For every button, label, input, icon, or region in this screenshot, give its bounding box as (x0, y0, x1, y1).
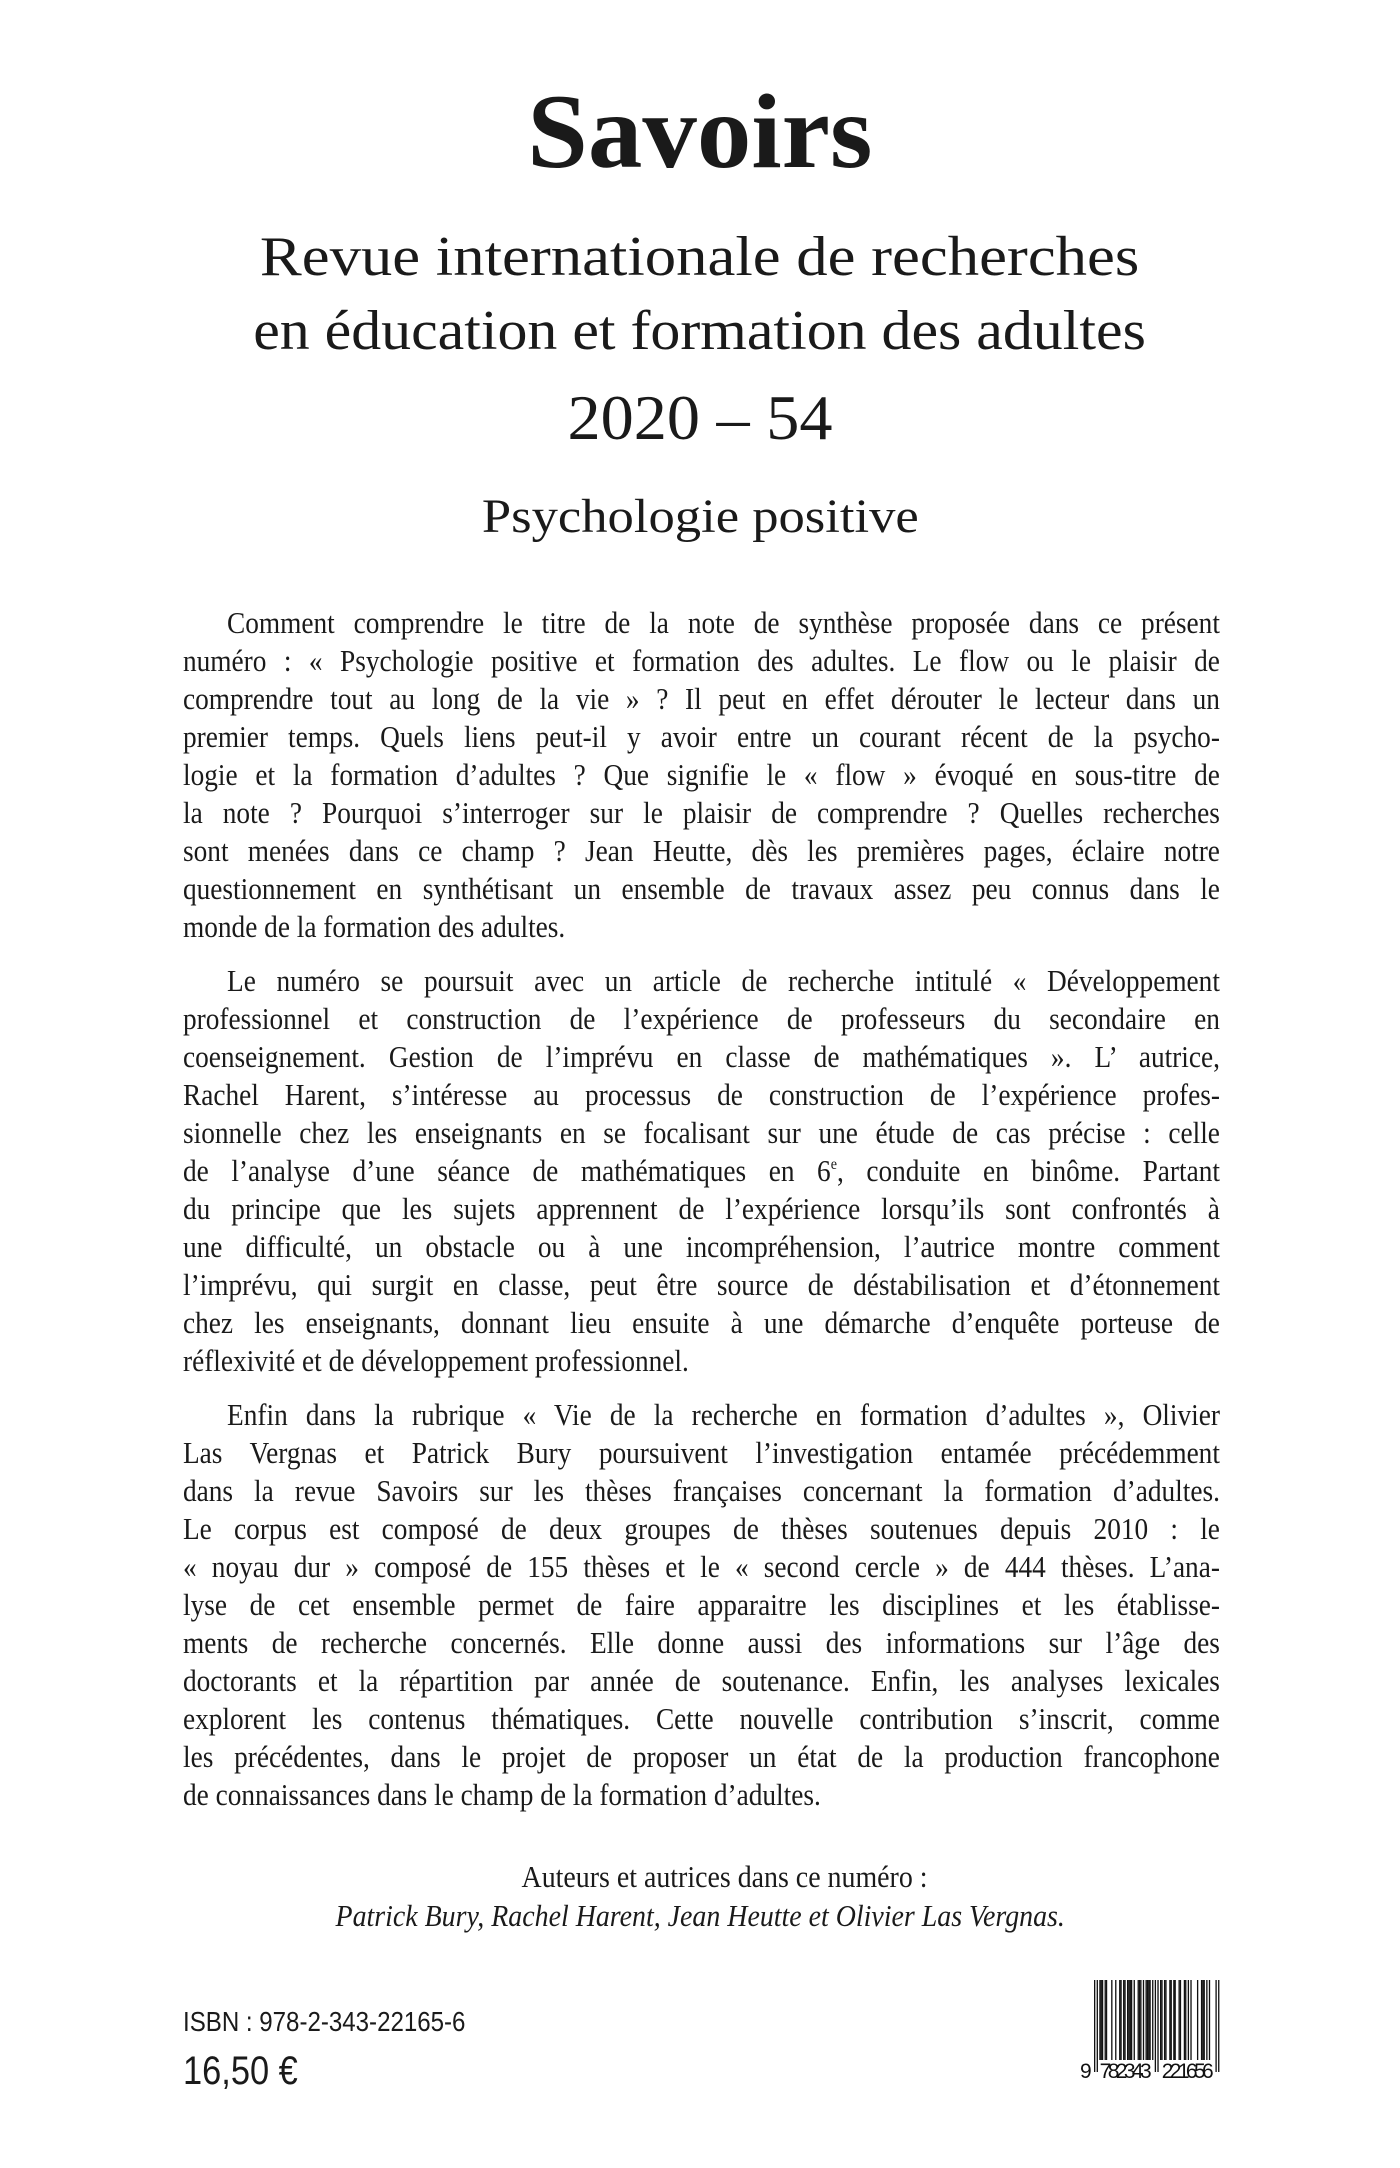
barcode-bar (1131, 1980, 1132, 2060)
barcode-bar (1185, 1980, 1186, 2060)
barcode-bar (1169, 1980, 1170, 2060)
barcode-digits: 782343 (1099, 2060, 1152, 2083)
text-line: du principe que les sujets apprennent de l’expérience lorsqu’ils sont confrontés à (183, 1191, 1220, 1226)
paragraph (183, 604, 1220, 946)
barcode-bar (1101, 1980, 1102, 2060)
barcode-bar (1124, 1980, 1125, 2060)
barcode-bar (1140, 1980, 1141, 2060)
barcode-bar (1105, 1980, 1106, 2060)
text-line (183, 1152, 1220, 1190)
text-line: les précédentes, dans le projet de proposer un état de la production francophone (183, 1739, 1220, 1774)
barcode-digits: 221656 (1161, 2060, 1214, 2083)
text-line: Comment comprendre le titre de la note de synthèse proposée dans ce présent (227, 605, 1220, 640)
text-line: Le numéro se poursuit avec un article de recherche intitulé « Développement (227, 963, 1220, 998)
barcode-bar (1145, 1980, 1146, 2060)
barcode-bar (1115, 1980, 1116, 2060)
barcode-bar (1120, 1980, 1121, 2060)
barcode-bar (1102, 1980, 1103, 2060)
barcode-bar (1139, 1980, 1140, 2060)
journal-title (0, 62, 1400, 202)
text-line: professionnel et construction de l’expérience de professeurs du secondaire en (183, 1001, 1220, 1036)
text-line: ments de recherche concernés. Elle donne aussi des informations sur l’âge des (183, 1625, 1220, 1660)
barcode-bar (1165, 1980, 1166, 2060)
text-line: Enfin dans la rubrique « Vie de la recherche en formation d’adultes », Olivier (227, 1397, 1220, 1432)
subtitle-line-2 (0, 296, 1400, 366)
text-line: questionnement en synthétisant un ensemble de travaux assez peu connus dans le (183, 871, 1220, 906)
authors-names-text: Patrick Bury, Rachel Harent, Jean Heutte et Olivier Las Vergnas. (335, 1898, 1065, 1933)
barcode-bar (1202, 1980, 1203, 2060)
barcode-bar (1190, 1980, 1191, 2060)
barcode-bar (1143, 1980, 1144, 2060)
barcode-bar (1160, 1980, 1161, 2060)
text-line: Rachel Harent, s’intéresse au processus de construction de l’expérience profes- (183, 1077, 1220, 1112)
text-line: doctorants et la répartition par année de soutenance. Enfin, les analyses lexicales (183, 1663, 1220, 1698)
barcode-bar (1173, 1980, 1174, 2060)
barcode-bar (1155, 1980, 1156, 2072)
back-cover-text (183, 604, 1220, 1830)
text-segment: , conduite en binôme. Partant (836, 1153, 1220, 1188)
text-line: la note ? Pourquoi s’interroger sur le plaisir de comprendre ? Quelles recherches (183, 795, 1220, 830)
text-line: Las Vergnas et Patrick Bury poursuivent l’investigation entamée précédemment (183, 1435, 1220, 1470)
isbn: ISBN : 978-2-343-22165-6 (183, 2006, 466, 2037)
barcode-bar (1106, 1980, 1107, 2060)
barcode-bar (1147, 1980, 1148, 2060)
barcode-bar (1097, 1980, 1098, 2072)
barcode-bar (1134, 1980, 1135, 2060)
barcode-bar (1138, 1980, 1139, 2060)
barcode-bar (1099, 1980, 1100, 2060)
subtitle-line-2-text: en éducation et formation des adultes (253, 300, 1147, 362)
barcode-bar (1197, 1980, 1198, 2060)
barcode-digits: 9 (1080, 2060, 1092, 2083)
barcode-bar (1184, 1980, 1185, 2060)
barcode-bar (1111, 1980, 1112, 2060)
text-line: premier temps. Quels liens peut-il y avoir entre un courant récent de la psycho- (183, 719, 1220, 754)
authors-heading (0, 1858, 1400, 1896)
barcode-bar (1201, 1980, 1202, 2060)
subtitle-line-1 (0, 222, 1400, 292)
barcode-bar (1128, 1980, 1129, 2060)
text-line: lyse de cet ensemble permet de faire apparaitre les disciplines et les établisse- (183, 1587, 1220, 1622)
paragraph (183, 962, 1220, 1380)
barcode-bar (1188, 1980, 1189, 2060)
text-line: coenseignement. Gestion de l’imprévu en classe de mathématiques ». L’ autrice, (183, 1039, 1220, 1074)
barcode-bar (1152, 1980, 1153, 2060)
barcode-bar (1206, 1980, 1207, 2060)
barcode-bar (1127, 1980, 1128, 2060)
issue-theme-text: Psychologie positive (481, 490, 919, 543)
text-line: logie et la formation d’adultes ? Que signifie le « flow » évoqué en sous-titre de (183, 757, 1220, 792)
text-line: comprendre tout au long de la vie » ? Il peut en effet dérouter le lecteur dans un (183, 681, 1220, 716)
barcode-bar (1130, 1980, 1131, 2060)
barcode (1070, 1975, 1230, 2085)
barcode-bar (1209, 1980, 1210, 2060)
text-line: sionnelle chez les enseignants en se focalisant sur une étude de cas précise : celle (183, 1115, 1220, 1150)
text-segment: de l’analyse d’une séance de mathématiques en 6 (183, 1153, 831, 1188)
journal-title-text: Savoirs (527, 73, 873, 190)
barcode-bar (1215, 1980, 1216, 2072)
barcode-bar (1094, 1980, 1095, 2072)
text-line: explorent les contenus thématiques. Cette nouvelle contribution s’inscrit, comme (183, 1701, 1220, 1736)
barcode-bar (1157, 1980, 1158, 2072)
text-line: l’imprévu, qui surgit en classe, peut être source de déstabilisation et d’étonnement (183, 1267, 1220, 1302)
barcode-bar (1180, 1980, 1181, 2060)
barcode-bar (1149, 1980, 1150, 2060)
barcode-bar (1204, 1980, 1205, 2060)
text-line: dans la revue Savoirs sur les thèses françaises concernant la formation d’adultes. (183, 1473, 1220, 1508)
text-line: sont menées dans ce champ ? Jean Heutte, dès les premières pages, éclaire notre (183, 833, 1220, 868)
text-line: réflexivité et de développement professionnel. (183, 1343, 689, 1378)
barcode-bar (1178, 1980, 1179, 2060)
barcode-bar (1148, 1980, 1149, 2060)
issue-number (0, 380, 1400, 456)
text-line: monde de la formation des adultes. (183, 909, 566, 944)
text-line: numéro : « Psychologie positive et formation des adultes. Le flow ou le plaisir de (183, 643, 1220, 678)
authors-heading-text: Auteurs et autrices dans ce numéro : (522, 1859, 928, 1894)
text-line: une difficulté, un obstacle ou à une incompréhension, l’autrice montre comment (183, 1229, 1220, 1264)
price: 16,50 € (183, 2049, 298, 2093)
barcode-bar (1171, 1980, 1172, 2060)
subtitle-line-1-text: Revue internationale de recherches (260, 226, 1140, 288)
authors-names (0, 1897, 1400, 1935)
text-line: chez les enseignants, donnant lieu ensuite à une démarche d’enquête porteuse de (183, 1305, 1220, 1340)
barcode-bar (1218, 1980, 1219, 2072)
paragraph (183, 1396, 1220, 1814)
barcode-bar (1164, 1980, 1165, 2060)
barcode-bar (1175, 1980, 1176, 2060)
barcode-bar (1123, 1980, 1124, 2060)
issue-theme (0, 486, 1400, 548)
issue-number-text: 2020 – 54 (567, 382, 833, 453)
text-line: de connaissances dans le champ de la formation d’adultes. (183, 1777, 821, 1812)
superscript: e (830, 1156, 837, 1173)
barcode-bar (1119, 1980, 1120, 2060)
barcode-bar (1161, 1980, 1162, 2060)
text-line: « noyau dur » composé de 155 thèses et le « second cercle » de 444 thèses. L’ana- (183, 1549, 1220, 1584)
text-line: Le corpus est composé de deux groupes de thèses soutenues depuis 2010 : le (183, 1511, 1220, 1546)
